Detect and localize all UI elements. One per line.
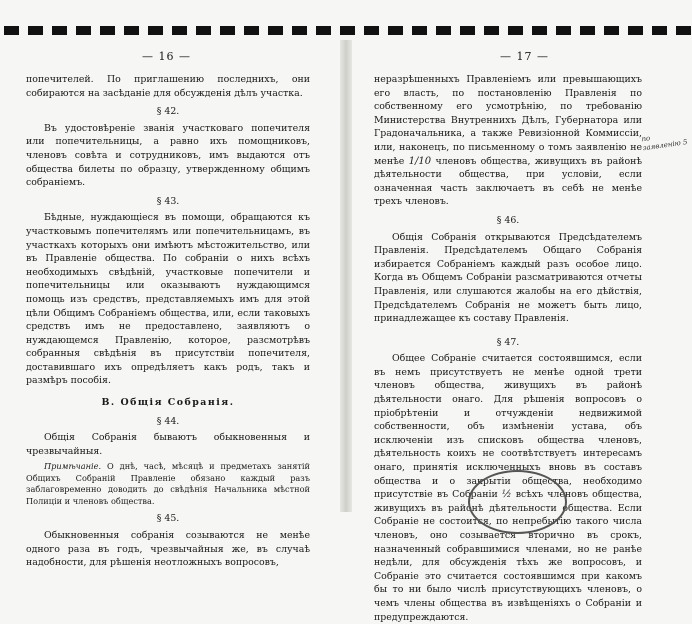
right-page — [350, 40, 692, 623]
handwritten-fraction: 1/10 — [408, 155, 432, 167]
footnote — [26, 461, 310, 507]
binding-hole — [196, 26, 211, 35]
binding-hole — [292, 26, 307, 35]
handwritten-mark: ½ — [501, 489, 512, 501]
right-intro — [374, 73, 642, 209]
binding-hole — [460, 26, 475, 35]
binding-hole — [532, 26, 547, 35]
binding-hole — [340, 26, 355, 35]
note-text: О днѣ, часѣ, мѣсяцѣ и предметахъ занятій Общихъ Собраній Правленіе обязано каждый разъ заблаговременно доводить до свѣдѣнія Начальника мѣстной Полиціи и членовъ общества. — [26, 461, 310, 506]
library-stamp — [468, 470, 567, 534]
section-45-title: § 45. — [156, 513, 180, 525]
binding-hole — [28, 26, 43, 35]
right-intro-part2: членовъ общества, живущихъ въ районѣ дѣятельности общества, при условіи, если означенная часть заключаетъ въ себѣ не менѣе трехъ членовъ. — [374, 155, 642, 208]
section-46-title: § 46. — [496, 214, 520, 226]
left-page-text — [26, 73, 310, 570]
binding-hole — [580, 26, 595, 35]
section-47-part1: Общее Собраніе считается состоявшимся, если въ немъ присутствуетъ не менѣе одной трети членовъ общества, живущихъ въ районѣ дѣятельности онаго. Для рѣшенія вопросовъ о пріобрѣтеніи и отчужденіи недвижимой собственности, объ измѣненіи устава, объ исключеніи изъ списковъ общества членовъ, дѣятельность коихъ не соотвѣтствуетъ интересамъ онаго, принятія исключенныхъ вновь въ составъ общества и о закрытіи общества, необходимо присутствіе въ Собраніи — [374, 353, 642, 501]
left-page — [0, 40, 342, 569]
binding-hole — [172, 26, 187, 35]
section-43-title: § 43. — [156, 195, 180, 207]
binding-hole — [244, 26, 259, 35]
section-46-text: Общія Собранія открываются Предсѣдателемъ Правленія. Предсѣдателемъ Общаго Собранія избирается Собраніемъ каждый разъ особое лицо. Когда въ Общемъ Собраніи разсматриваются отчеты Правленія, или слушаются жалобы на его дѣйствія, Предсѣдателемъ Собранія не можетъ быть лицо, принадлежащее къ составу Правленія. — [374, 231, 642, 325]
note-label: Примѣчаніе. — [44, 461, 102, 472]
binding-hole — [628, 26, 643, 35]
binding-hole — [4, 26, 19, 35]
section-44-title: § 44. — [156, 415, 180, 427]
binding-hole — [220, 26, 235, 35]
binding-hole — [556, 26, 571, 35]
page-number-17: — 17 — — [500, 50, 549, 63]
binding-hole — [364, 26, 379, 35]
section-42-title: § 42. — [156, 106, 180, 118]
section-43-text: Бѣдные, нуждающіеся въ помощи, обращаются къ участковымъ попечителямъ или попечительницамъ, въ участкахъ которыхъ они имѣютъ мѣстожительство, или въ Правленіе общества. По собраніи о нихъ всѣхъ необходимыхъ свѣдѣній, участковые попечители и попечительницы или оказываютъ нуждающимся помощь изъ средствъ, представляемыхъ имъ для этой цѣли Общимъ Собраніемъ общества, или, если таковыхъ средствъ имъ не предоставлено, заявляютъ о нуждающемся Правленію, которое, разсмотрѣвъ собранныя свѣдѣнія въ присутствіи попечителя, доставившаго ихъ опредѣляетъ какъ родъ, такъ и размѣръ пособія. — [26, 212, 310, 387]
binding-hole — [604, 26, 619, 35]
binding-hole — [676, 26, 691, 35]
section-42-text: Въ удостовѣреніе званія участковаго попечителя или попечительницы, а равно ихъ помощниковъ, членовъ совѣта и сотрудниковъ, имъ выдаются отъ общества билеты по образцу, утвержденному общимъ собраніемъ. — [26, 122, 310, 189]
right-intro-part1: неразрѣшенныхъ Правленіемъ или превышающихъ его власть, по постановленію Правленія по собственному его усмотрѣнію, по требованію Министерства Внутреннихъ Дѣлъ, Губернатора или Градоначальника, а также Ревизіонной Коммиссіи, или, наконецъ, по письменному о томъ заявленію не менѣе — [374, 74, 642, 167]
binding-hole — [412, 26, 427, 35]
binding-hole — [148, 26, 163, 35]
section-45-text: Обыкновенныя собранія созываются не менѣе одного раза въ годъ, чрезвычайныя же, въ случаѣ надобности, для рѣшенія неотложныхъ вопросовъ, — [26, 530, 310, 569]
binding-hole — [388, 26, 403, 35]
binding-hole — [508, 26, 523, 35]
left-intro: попечителей. По приглашению последнихъ, они собираются на засѣданіе для обсужденія дѣлъ участка. — [26, 74, 310, 99]
binding-hole — [268, 26, 283, 35]
binding-hole — [652, 26, 667, 35]
binding-hole — [436, 26, 451, 35]
right-page-text — [374, 73, 642, 624]
page-number-16: — 16 — — [142, 50, 191, 63]
margin-note: по заявленію 5 — [640, 134, 688, 153]
binding-hole — [52, 26, 67, 35]
section-47-title: § 47. — [496, 336, 520, 348]
binding-hole — [484, 26, 499, 35]
binding-hole — [124, 26, 139, 35]
spiral-binding-strip — [0, 0, 692, 40]
binding-hole — [316, 26, 331, 35]
section-heading-general-meetings: В. Общія Собранія. — [101, 397, 235, 409]
binding-hole — [76, 26, 91, 35]
binding-hole — [100, 26, 115, 35]
section-44-text: Общія Собранія бываютъ обыкновенныя и чрезвычайныя. — [26, 432, 310, 457]
section-47-part2: всѣхъ членовъ общества, живущихъ въ районѣ дѣятельности общества. Если Собраніе не состоится, по непребытію такого числа членовъ, оно созывается вторично въ срокъ, назначенный собравшимися членами, но не ранѣе недѣли, для обсужденія тѣхъ же вопросовъ, и Собраніе это считается состоявшимся при какомъ бы то ни было числѣ присутствующихъ членовъ, о чемъ члены общества въ извѣщеніяхъ о Собраніи и предупреждаются. — [374, 489, 643, 623]
